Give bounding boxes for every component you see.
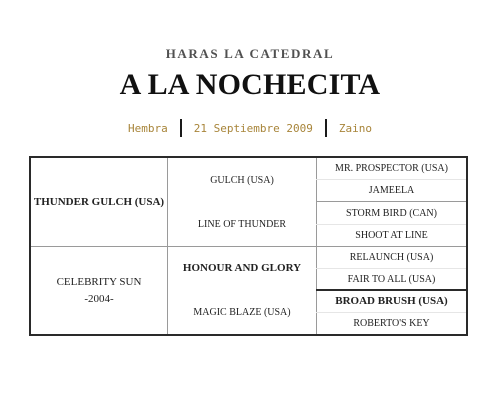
pedigree-table: [29, 156, 468, 336]
gen3-ancestor: BROAD BRUSH (USA): [335, 295, 448, 308]
gen3-ancestor: ROBERTO'S KEY: [353, 318, 430, 329]
dam-name: CELEBRITY SUN: [56, 276, 142, 288]
gen3-ancestor: RELAUNCH (USA): [349, 252, 434, 263]
gen3-ancestor: SHOOT AT LINE: [355, 230, 428, 241]
dam-dam-name: MAGIC BLAZE (USA): [193, 307, 291, 318]
gen3-ancestor: FAIR TO ALL (USA): [347, 273, 436, 285]
horse-name-title: A LA NOCHECITA: [119, 68, 381, 101]
sire-sire-name: GULCH (USA): [210, 174, 274, 186]
gen3-ancestor: STORM BIRD (CAN): [346, 207, 437, 219]
dam-cell: [31, 247, 167, 334]
horse-info-row: [0, 117, 500, 139]
dam-sire-name: HONOUR AND GLORY: [182, 262, 302, 275]
sire-name: THUNDER GULCH (USA): [33, 195, 165, 208]
dam-year: -2004-: [84, 292, 114, 305]
sex-label: Hembra: [127, 121, 168, 135]
gen3-ancestor: MR. PROSPECTOR (USA): [335, 163, 448, 174]
coat-color-label: Zaino: [338, 121, 373, 135]
sire-dam-name: LINE OF THUNDER: [197, 218, 287, 230]
breeder-name: HARAS LA CATEDRAL: [165, 46, 335, 61]
birth-date-label: 21 Septiembre 2009: [193, 121, 313, 135]
gen3-ancestor: JAMEELA: [368, 185, 415, 196]
